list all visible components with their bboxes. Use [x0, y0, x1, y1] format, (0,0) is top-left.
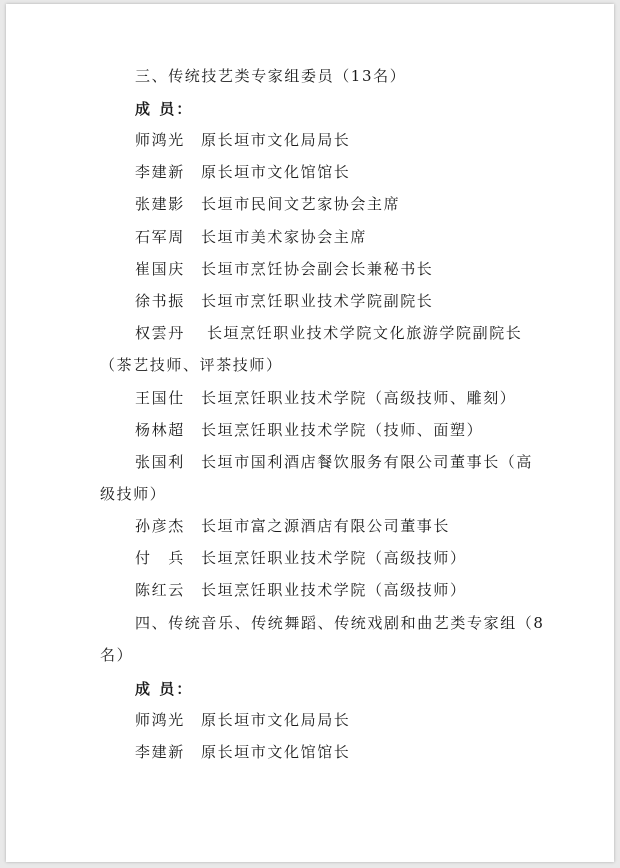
member-row [135, 549, 467, 567]
member-name: 杨林超 [135, 421, 185, 439]
member-row [135, 389, 516, 407]
document-page [6, 4, 614, 862]
member-title: 长垣市民间文艺家协会主席 [201, 195, 401, 213]
member-name: 王国仕 [135, 389, 185, 407]
member-row [135, 581, 467, 599]
member-name: 权雲丹 [135, 324, 185, 342]
member-row [135, 517, 450, 535]
member-title: 原长垣市文化局局长 [201, 131, 351, 149]
member-row [135, 711, 350, 729]
section3-members-label: 成 员： [135, 100, 194, 118]
member-name: 孙彦杰 [135, 517, 185, 535]
member-name: 徐书振 [135, 292, 185, 310]
member-title-continued: （茶艺技师、评茶技师） [100, 356, 283, 374]
member-title: 原长垣市文化局局长 [201, 711, 351, 729]
member-row [135, 131, 350, 149]
member-row [135, 421, 483, 439]
member-name: 崔国庆 [135, 260, 185, 278]
member-title: 长垣烹饪职业技术学院（高级技师） [201, 549, 467, 567]
section3-heading: 三、传统技艺类专家组委员（13名） [135, 67, 407, 85]
member-title: 长垣市美术家协会主席 [201, 228, 368, 246]
member-name: 陈红云 [135, 581, 185, 599]
member-title: 原长垣市文化馆馆长 [201, 163, 351, 181]
member-title: 长垣市烹饪职业技术学院副院长 [201, 292, 434, 310]
member-title: 长垣市国利酒店餐饮服务有限公司董事长（高 [201, 453, 534, 471]
member-name: 李建新 [135, 743, 185, 761]
member-row [135, 228, 367, 246]
member-title: 长垣烹饪职业技术学院文化旅游学院副院长 [207, 324, 523, 342]
member-row [135, 324, 522, 342]
member-name: 张建影 [135, 195, 185, 213]
section4-members-label: 成 员： [135, 680, 194, 698]
member-title: 长垣烹饪职业技术学院（高级技师、雕刻） [201, 389, 517, 407]
member-row [135, 163, 350, 181]
member-name: 石军周 [135, 228, 185, 246]
member-name: 师鸿光 [135, 131, 185, 149]
member-name: 付 兵 [135, 549, 185, 567]
member-title: 长垣市烹饪协会副会长兼秘书长 [201, 260, 434, 278]
member-row [135, 292, 433, 310]
member-title: 原长垣市文化馆馆长 [201, 743, 351, 761]
member-name: 张国利 [135, 453, 185, 471]
member-name: 李建新 [135, 163, 185, 181]
member-title: 长垣市富之源酒店有限公司董事长 [201, 517, 451, 535]
member-row [135, 195, 400, 213]
member-name: 师鸿光 [135, 711, 185, 729]
member-row [135, 453, 533, 471]
member-row [135, 743, 350, 761]
member-title-continued: 级技师） [100, 485, 167, 503]
section4-heading-continued: 名） [100, 646, 134, 664]
member-title: 长垣烹饪职业技术学院（技师、面塑） [201, 421, 484, 439]
section4-heading: 四、传统音乐、传统舞蹈、传统戏剧和曲艺类专家组（8 [135, 614, 545, 632]
member-row [135, 260, 433, 278]
member-title: 长垣烹饪职业技术学院（高级技师） [201, 581, 467, 599]
